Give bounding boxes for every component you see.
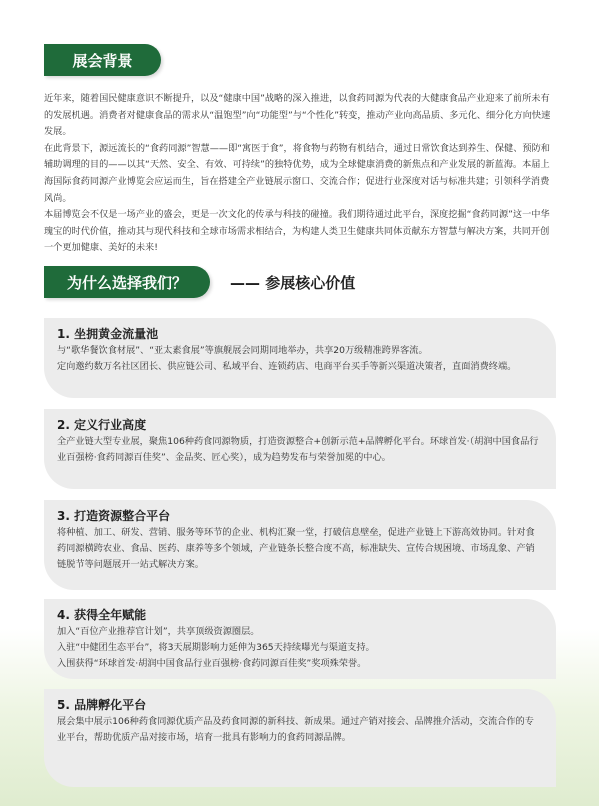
card-title: 3. 打造资源整合平台 — [57, 509, 171, 523]
intro-paragraph: 在此背景下，源远流长的“食药同源”智慧——即“寓医于食”，将食物与药物有机结合，通过日常饮食达到养生、保健、预防和辅助调理的目的——以其“天然、安全、有效、可持续”的独特优势，成为全球健康消费的新焦点和产业发展的新蓝海。本届上海国际食药同源产业博览会应运而生，旨在搭建全产业链展示窗口、交流合作；促进行业深度对话与标准共建；引领科学消费风尚。 — [44, 142, 550, 204]
value-card-brand-incubation — [44, 689, 556, 787]
card-line: 展会集中展示106种药食同源优质产品及药食同源的新科技、新成果。通过产销对接会、品牌推介活动，交流合作的专业平台，帮助优质产品对接市场，培育一批具有影响力的食药同源品牌。 — [57, 716, 534, 744]
section-tag-why-us: 为什么选择我们？ — [44, 266, 210, 298]
card-title: 2. 定义行业高度 — [57, 418, 147, 432]
value-card-traffic — [44, 318, 556, 398]
card-title: 4. 获得全年赋能 — [57, 608, 147, 622]
intro-paragraph: 本届博览会不仅是一场产业的盛会，更是一次文化的传承与科技的碰撞。我们期待通过此平台，深度挖掘“食药同源”这一中华瑰宝的时代价值，推动其与现代科技和全球市场需求相结合，为构建人类卫生健康共同体贡献东方智慧与解决方案，共同开创一个更加健康、美好的未来! — [44, 209, 550, 254]
value-card-industry-height — [44, 409, 556, 489]
card-line: 加入“百位产业推荐官计划”，共享顶级资源圈层。 — [57, 626, 260, 637]
card-line: 将种植、加工、研发、营销、服务等环节的企业、机构汇聚一堂，打破信息壁垒，促进产业链上下游高效协同。针对食药同源横跨农业、食品、医药、康养等多个领域，产业链条长整合度不高，标准缺失、宣传合规困境、市场乱象、产销链脱节等问题展开一站式解决方案。 — [57, 527, 535, 571]
value-card-resource-integration — [44, 500, 556, 590]
card-line: 定向邀约数万名社区团长、供应链公司、私域平台、连锁药店、电商平台买手等新兴渠道决策者，直面消费终端。 — [57, 361, 517, 373]
background-intro — [44, 91, 556, 257]
card-title: 5. 品牌孵化平台 — [57, 698, 147, 712]
core-value-title: —— 参展核心价值 — [230, 274, 356, 292]
card-line: 全产业链大型专业展，聚焦106种药食同源物质，打造资源整合+创新示范+品牌孵化平台。环球首发·（胡润中国食品行业百强榜·食药同源百佳奖”、金品奖、匠心奖），成为趋势发布与荣誉加冕的中心。 — [57, 436, 539, 464]
card-line: 与“歌华餐饮食材展”、“亚太素食展”等旗舰展会同期同地举办，共享20万级精准跨界客流。 — [57, 345, 428, 356]
card-line: 入驻“中健团生态平台”，将3天展期影响力延伸为365天持续曝光与渠道支持。 — [57, 642, 375, 654]
value-card-year-round — [44, 599, 556, 679]
intro-paragraph: 近年来，随着国民健康意识不断提升，以及“健康中国”战略的深入推进，以食药同源为代表的大健康食品产业迎来了前所未有的发展机遇。消费者对健康食品的需求从“温饱型”向“功能型”与“个性化”转变，推动产业向高品质、多元化、细分化方向快速发展。 — [44, 93, 551, 138]
card-title: 1. 坐拥黄金流量池 — [57, 327, 159, 341]
section-tag-background: 展会背景 — [44, 44, 161, 76]
card-line: 入围获得“环球首发·胡润中国食品行业百强榜·食药同源百佳奖”奖项殊荣誉。 — [57, 658, 367, 670]
